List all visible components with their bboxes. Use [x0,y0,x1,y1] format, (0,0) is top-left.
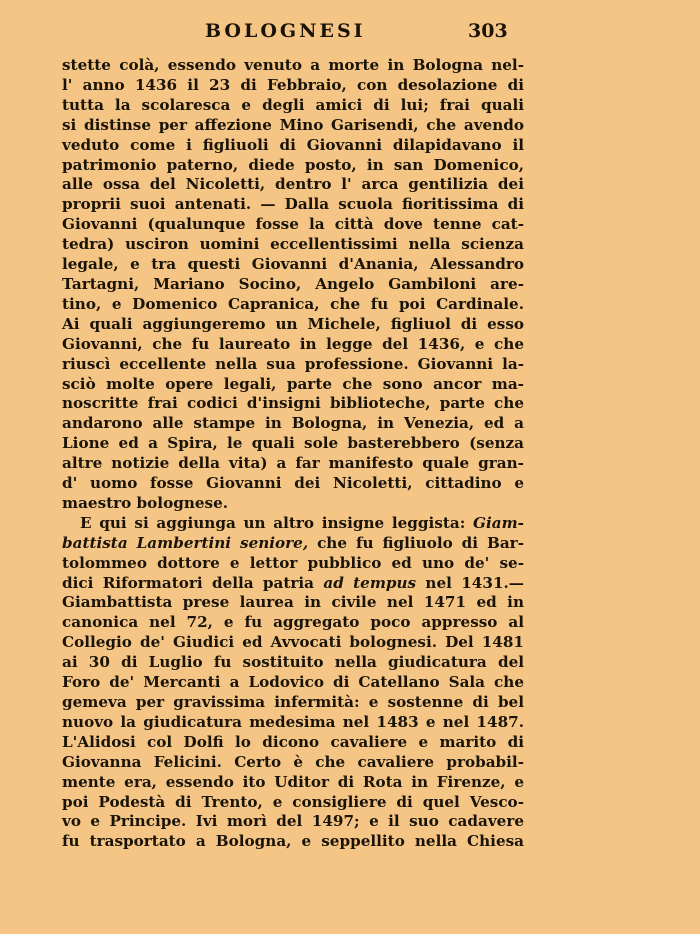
text-line: maestro bolognese. [62,493,229,512]
text-line: tedra) usciron uomini eccellentissimi nella scienza [62,235,524,254]
text-line: sciò molte opere legali, parte che sono ancor ma- [62,374,524,393]
text-line: mente era, essendo ito Uditor di Rota in Firenze, e [62,772,524,791]
text-line: Foro de' Mercanti a Lodovico di Catellano Sala che [62,673,524,692]
text-line: legale, e tra questi Giovanni d'Anania, Alessandro [62,255,524,274]
paragraph-1 [62,56,524,514]
text-line [62,574,524,594]
text-line: Ai quali aggiungeremo un Michele, figliuol di esso [62,314,524,333]
text-run: dici Riformatori della patria [62,573,324,592]
text-line: veduto come i figliuoli di Giovanni dilapidavano il [62,135,524,154]
text-line: Giambattista prese laurea in civile nel 1471 ed in [62,593,524,612]
text-line: Giovanna Felicini. Certo è che cavaliere probabil- [62,752,524,771]
text-line: andarono alle stampe in Bologna, in Venezia, ed a [62,414,524,433]
running-head: BOLOGNESI [205,20,366,42]
paragraph-2 [62,514,524,852]
text-line: patrimonio paterno, diede posto, in san Domenico, [62,155,524,174]
text-line: fu trasportato a Bologna, e seppellito nella Chiesa [62,832,524,851]
text-line: alle ossa del Nicoletti, dentro l' arca gentilizia dei [62,175,524,194]
text-line: d' uomo fosse Giovanni dei Nicoletti, cittadino e [62,474,524,493]
text-line: nuovo la giudicatura medesima nel 1483 e nel 1487. [62,712,524,731]
text-line: Lione ed a Spira, le quali sole basterebbero (senza [62,434,524,453]
italic-name: Giam- [473,513,524,532]
text-run: che fu figliuolo di Bar- [308,533,524,552]
italic-name: battista Lambertini seniore, [62,533,309,552]
text-line: stette colà, essendo venuto a morte in Bologna nel- [62,56,524,74]
text-line: L'Alidosi col Dolfi lo dicono cavaliere e marito di [62,732,524,751]
text-line: tolommeo dottore e lettor pubblico ed uno de' se- [62,553,524,572]
text-line: canonica nel 72, e fu aggregato poco appresso al [62,613,524,632]
text-line: tutta la scolaresca e degli amici di lui; frai quali [62,95,524,114]
text-line: ai 30 di Luglio fu sostituito nella giudicatura del [62,653,524,672]
text-line: si distinse per affezione Mino Garisendi, che avendo [62,115,524,134]
text-line: Tartagni, Mariano Socino, Angelo Gambiloni are- [62,274,524,293]
text-line: l' anno 1436 il 23 di Febbraio, con desolazione di [62,75,524,94]
text-line: vo e Principe. Ivi morì del 1497; e il suo cadavere [62,812,524,831]
text-line: proprii suoi antenati. — Dalla scuola fioritissima di [62,195,524,214]
text-line [62,534,524,554]
text-run: nel 1431.— [416,573,524,592]
text-run: E qui si aggiunga un altro insigne leggista: [80,513,474,532]
text-line: noscritte frai codici d'insigni biblioteche, parte che [62,394,524,413]
text-line: poi Podestà di Trento, e consigliere di quel Vesco- [62,792,524,811]
page-number: 303 [468,20,508,42]
italic-phrase: ad tempus [323,573,417,592]
text-line: Giovanni (qualunque fosse la città dove tenne cat- [62,215,524,234]
text-line: Giovanni, che fu laureato in legge del 1436, e che [62,334,524,353]
text-line: gemeva per gravissima infermità: e sostenne di bel [62,693,524,711]
body-text [62,56,524,852]
text-line: tino, e Domenico Capranica, che fu poi Cardinale. [62,294,524,313]
text-line: altre notizie della vita) a far manifesto quale gran- [62,454,524,473]
text-line: riuscì eccellente nella sua professione. Giovanni la- [62,354,524,373]
text-line [62,514,524,534]
text-line: Collegio de' Giudici ed Avvocati bolognesi. Del 1481 [62,633,524,652]
